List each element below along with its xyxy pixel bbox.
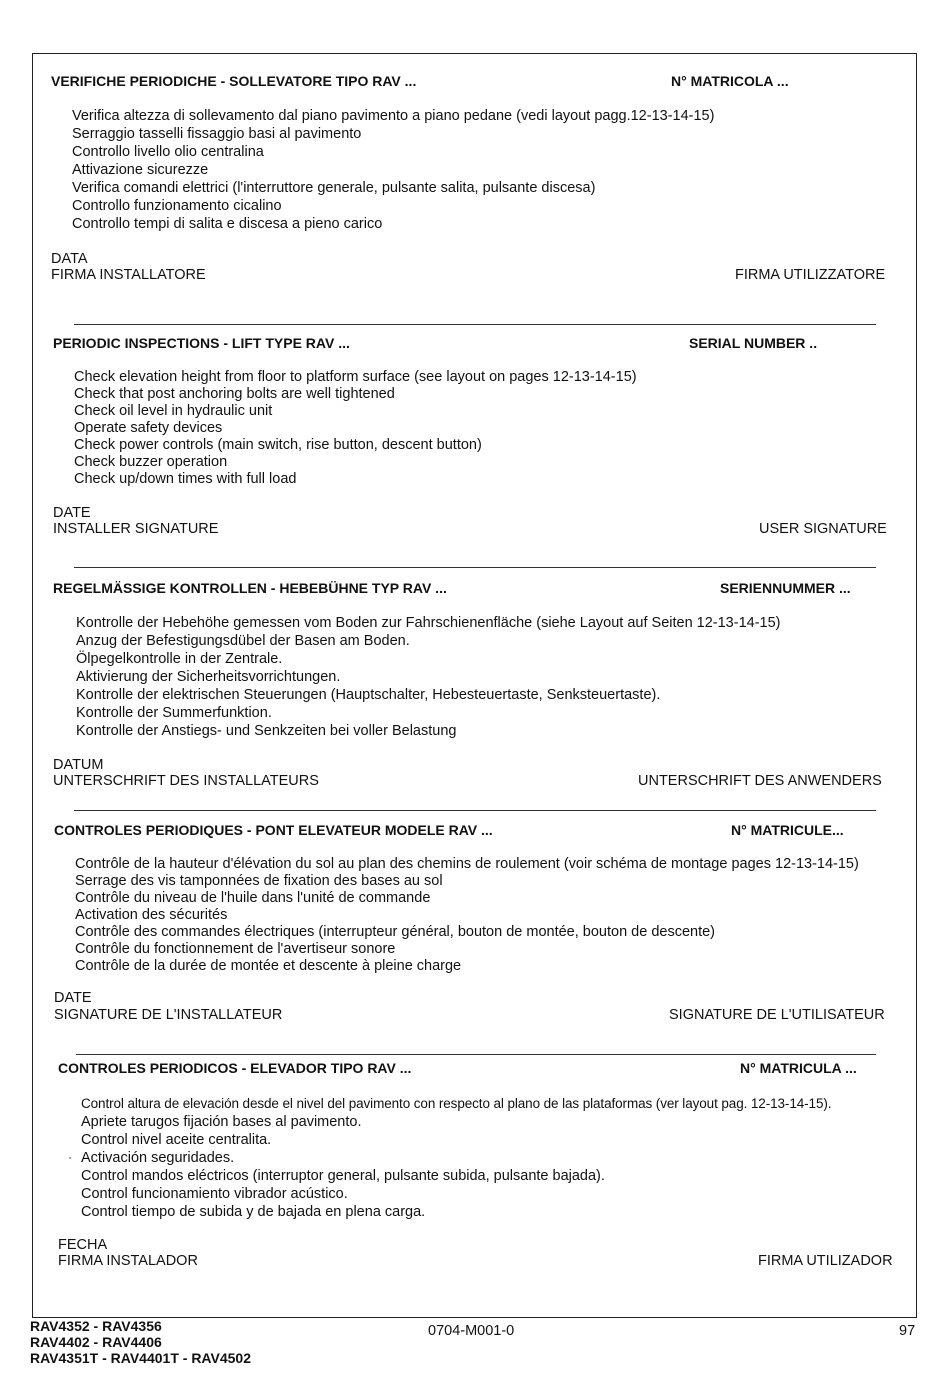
section-divider (74, 324, 876, 325)
list-item: Activation des sécurités (75, 907, 228, 923)
footer-page-number: 97 (899, 1323, 916, 1339)
section-title: VERIFICHE PERIODICHE - SOLLEVATORE TIPO RAV ... (51, 73, 417, 89)
section-divider (74, 567, 876, 568)
list-item: Check power controls (main switch, rise button, descent button) (74, 437, 482, 453)
footer-model-list (30, 1318, 251, 1366)
list-item: Contrôle du niveau de l'huile dans l'unité de commande (75, 890, 431, 906)
list-item: Kontrolle der Anstiegs- und Senkzeiten bei voller Belastung (76, 723, 457, 739)
inspection-list (75, 856, 859, 975)
list-item: Aktivierung der Sicherheitsvorrichtungen. (76, 669, 341, 685)
list-item: Check elevation height from floor to platform surface (see layout on pages 12-13-14-15) (74, 369, 637, 385)
section-title: PERIODIC INSPECTIONS - LIFT TYPE RAV ... (53, 335, 350, 351)
list-item: Control tiempo de subida y de bajada en plena carga. (81, 1204, 426, 1220)
footer-model-line: RAV4352 - RAV4356 (30, 1318, 162, 1334)
list-item: Ölpegelkontrolle in der Zentrale. (76, 651, 283, 667)
user-signature-label: USER SIGNATURE (759, 521, 887, 537)
serial-number-label: N° MATRICOLA ... (671, 73, 789, 89)
list-item: Control altura de elevación desde el nivel del pavimento con respecto al plano de las plataformas (ver layout pag. 12-13-14-15). (81, 1096, 832, 1111)
user-signature-label: UNTERSCHRIFT DES ANWENDERS (638, 773, 882, 789)
list-item: Verifica comandi elettrici (l'interruttore generale, pulsante salita, pulsante discesa) (72, 180, 596, 196)
serial-number-label: N° MATRICULE... (731, 822, 844, 838)
list-item: Check up/down times with full load (74, 471, 297, 487)
list-item: Kontrolle der Hebehöhe gemessen vom Boden zur Fahrschienenfläche (siehe Layout auf Seiten 12-13-14-15) (76, 615, 781, 631)
installer-signature-label: SIGNATURE DE L'INSTALLATEUR (54, 1007, 283, 1023)
list-item: Check that post anchoring bolts are well tightened (74, 386, 395, 402)
serial-number-label: N° MATRICULA ... (740, 1060, 857, 1076)
list-item: Control nivel aceite centralita. (81, 1132, 272, 1148)
date-label: DATE (54, 990, 92, 1006)
list-item: Contrôle des commandes électriques (interrupteur général, bouton de montée, bouton de descente) (75, 924, 716, 940)
section-divider (76, 1054, 876, 1055)
section-title: REGELMÄSSIGE KONTROLLEN - HEBEBÜHNE TYP RAV ... (53, 580, 447, 596)
list-item: Contrôle de la hauteur d'élévation du sol au plan des chemins de roulement (voir schéma de montage pages 12-13-14-15) (75, 856, 859, 872)
list-item: Control mandos eléctricos (interruptor general, pulsante subida, pulsante bajada). (81, 1168, 605, 1184)
section-title: CONTROLES PERIODIQUES - PONT ELEVATEUR MODELE RAV ... (54, 822, 493, 838)
list-item: Activación seguridades. (81, 1150, 235, 1166)
date-label: DATE (53, 505, 91, 521)
list-item: Verifica altezza di sollevamento dal piano pavimento a piano pedane (vedi layout pagg.12-13-14-15) (72, 108, 715, 124)
date-label: DATUM (53, 757, 104, 773)
installer-signature-label: FIRMA INSTALLATORE (51, 267, 206, 283)
inspection-list (81, 1095, 831, 1221)
installer-signature-label: FIRMA INSTALADOR (58, 1253, 198, 1269)
list-item: Kontrolle der Summerfunktion. (76, 705, 272, 721)
installer-signature-label: UNTERSCHRIFT DES INSTALLATEURS (53, 773, 319, 789)
footer-model-line: RAV4402 - RAV4406 (30, 1334, 162, 1350)
bullet-mark: · (68, 1150, 72, 1164)
inspection-list (72, 107, 714, 233)
list-item: Attivazione sicurezze (72, 162, 209, 178)
inspection-list (76, 614, 781, 740)
installer-signature-label: INSTALLER SIGNATURE (53, 521, 219, 537)
serial-number-label: SERIAL NUMBER .. (689, 335, 818, 351)
user-signature-label: FIRMA UTILIZADOR (758, 1253, 893, 1269)
footer-model-line: RAV4351T - RAV4401T - RAV4502 (30, 1350, 251, 1366)
list-item: Check oil level in hydraulic unit (74, 403, 273, 419)
list-item: Contrôle de la durée de montée et descente à pleine charge (75, 958, 462, 974)
date-label: FECHA (58, 1237, 108, 1253)
user-signature-label: SIGNATURE DE L'UTILISATEUR (669, 1007, 885, 1023)
serial-number-label: SERIENNUMMER ... (720, 580, 851, 596)
inspection-list (74, 369, 637, 488)
user-signature-label: FIRMA UTILIZZATORE (735, 267, 886, 283)
list-item: Anzug der Befestigungsdübel der Basen am Boden. (76, 633, 410, 649)
list-item: Contrôle du fonctionnement de l'avertiseur sonore (75, 941, 396, 957)
list-item: Apriete tarugos fijación bases al pavimento. (81, 1114, 362, 1130)
footer-document-code: 0704-M001-0 (428, 1323, 515, 1339)
list-item: Check buzzer operation (74, 454, 228, 470)
list-item: Operate safety devices (74, 420, 223, 436)
list-item: Serrage des vis tamponnées de fixation des bases au sol (75, 873, 443, 889)
list-item: Kontrolle der elektrischen Steuerungen (Hauptschalter, Hebesteuertaste, Senksteuertaste). (76, 687, 661, 703)
list-item: Serraggio tasselli fissaggio basi al pavimento (72, 126, 362, 142)
section-divider (74, 810, 876, 811)
list-item: Controllo tempi di salita e discesa a pieno carico (72, 216, 383, 232)
list-item: Controllo funzionamento cicalino (72, 198, 282, 214)
list-item: Controllo livello olio centralina (72, 144, 264, 160)
list-item: Control funcionamiento vibrador acústico. (81, 1186, 348, 1202)
section-title: CONTROLES PERIODICOS - ELEVADOR TIPO RAV ... (58, 1060, 412, 1076)
date-label: DATA (51, 251, 88, 267)
